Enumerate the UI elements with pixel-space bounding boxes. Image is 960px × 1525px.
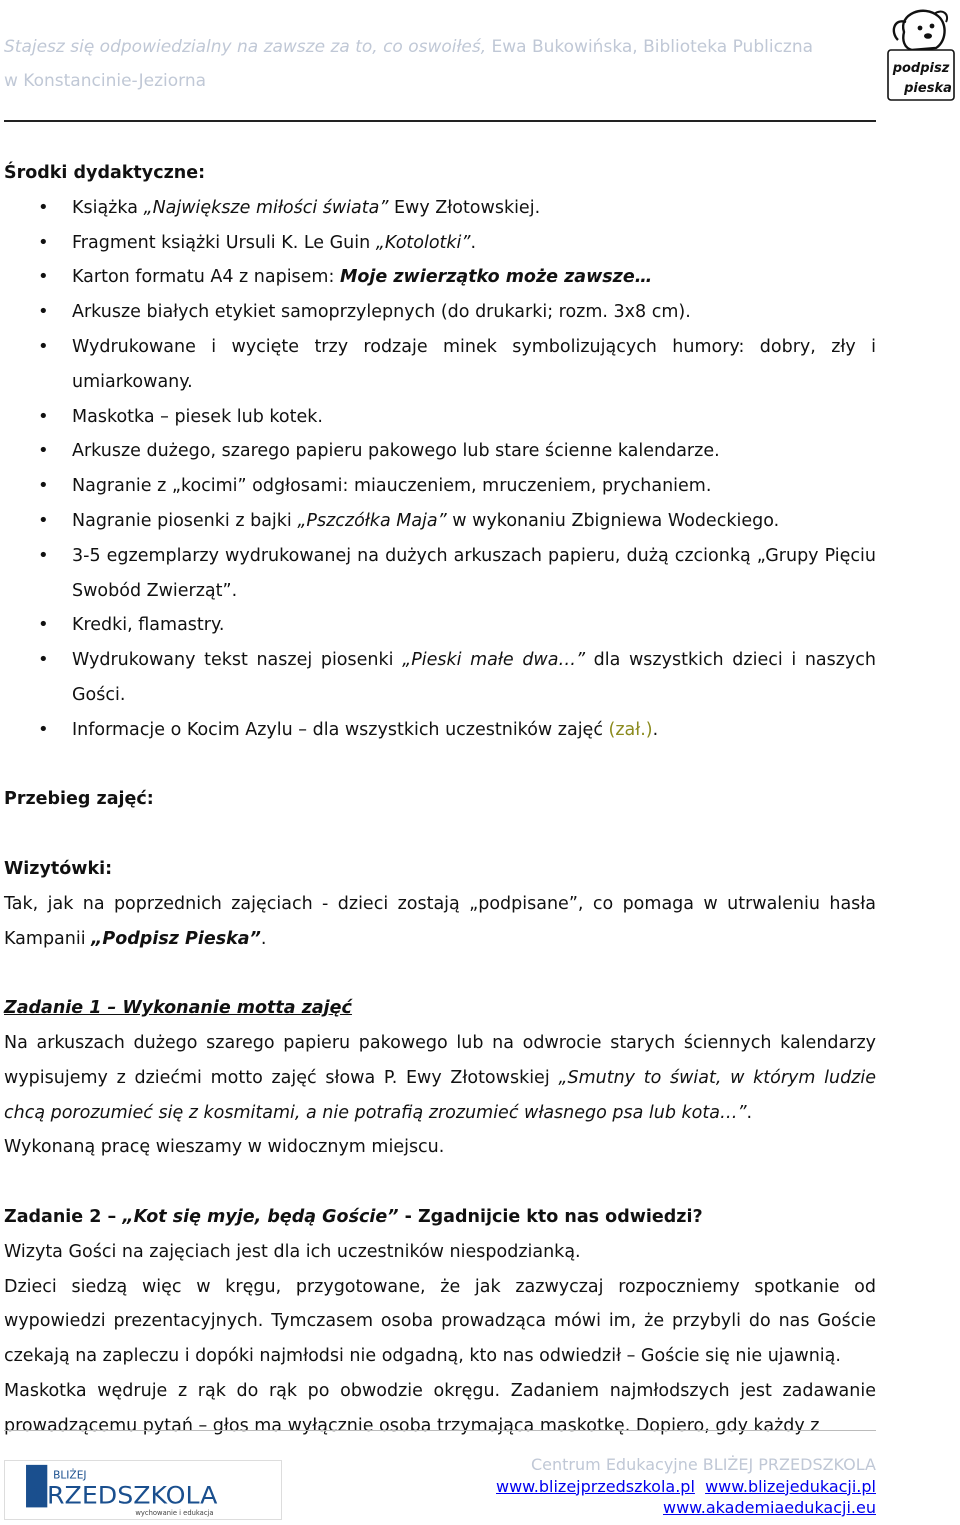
wizytowki-heading: Wizytówki: [4, 858, 113, 879]
logo-tagline: wychowanie i edukacja [135, 1509, 214, 1518]
footer-links-row [496, 1476, 876, 1498]
task1-heading: Zadanie 1 – Wykonanie motta zajęć [4, 998, 352, 1019]
campaign-name: „Podpisz Pieska” [91, 928, 261, 949]
page-header [4, 30, 876, 98]
logo-przedszkola: PRZEDSZKOLA [31, 1481, 218, 1510]
logo-text-podpisz: podpisz [892, 61, 950, 76]
task2-paragraph-3: Maskotka wędruje z rąk do rąk po obwodzie okręgu. Zadaniem najmłodszych jest zadawanie prowadzącemu pytań – głos ma wyłącznie osoba trzymająca maskotkę. Dopiero, gdy każdy z [4, 1380, 876, 1436]
list-item: • Maskotka – piesek lub kotek. [4, 400, 876, 435]
song-title: „Pieski małe dwa…” [402, 650, 586, 671]
link-blizejprzedszkola[interactable]: www.blizejprzedszkola.pl [496, 1476, 695, 1496]
header-divider [4, 120, 876, 122]
link-akademiaedukacji[interactable]: www.akademiaedukacji.eu [663, 1498, 876, 1517]
logo-text-pieska: pieska [904, 81, 952, 96]
list-item: • Fragment książki Ursuli K. Le Guin „Kotolotki”. [4, 226, 876, 261]
footer-divider [4, 1430, 876, 1431]
card-caption: Moje zwierzątko może zawsze… [339, 267, 653, 288]
materials-heading: Środki dydaktyczne: [4, 163, 206, 183]
book-title: „Największe miłości świata” [143, 197, 389, 218]
list-item: • Arkusze białych etykiet samoprzylepnych (do drukarki; rozm. 3x8 cm). [4, 295, 876, 330]
header-citation-rest: Ewa Bukowińska, Biblioteka Publiczna [486, 37, 814, 57]
materials-list [4, 191, 876, 748]
link-blizejedukacji[interactable]: www.blizejedukacji.pl [705, 1476, 876, 1496]
wizytowki-paragraph: Tak, jak na poprzednich zajęciach - dzieci zostają „podpisane”, co pomaga w utrwaleniu hasła Kampanii „Podpisz Pieska”. [4, 893, 876, 949]
list-item: • Książka „Największe miłości świata” Ewy Złotowskiej. [4, 191, 876, 226]
task2-paragraph-2: Dzieci siedzą więc w kręgu, przygotowane, że jak zazwyczaj rozpoczniemy spotkanie od wypowiedzi prezentacyjnych. Tymczasem osoba prowadząca mówi im, że przybyli do nas Goście czekają na zapleczu i dopóki najmłodsi nie odgadną, kto nas odwiedził – Goście się nie ujawnią. [4, 1276, 876, 1367]
center-name: Centrum Edukacyjne BLIŻEJ PRZEDSZKOLA [531, 1455, 876, 1474]
header-citation-title: Stajesz się odpowiedzialny na zawsze za to, co oswoiłeś, [4, 37, 487, 57]
task2-paragraph-1: Wizyta Gości na zajęciach jest dla ich uczestników niespodzianką. [4, 1241, 581, 1262]
course-heading: Przebieg zajęć: [4, 789, 154, 810]
blizej-przedszkola-logo [4, 1460, 282, 1520]
attachment-reference: (zał.) [608, 719, 653, 740]
list-item: • Kredki, flamastry. [4, 608, 876, 643]
list-item: • Informacje o Kocim Azylu – dla wszystkich uczestników zajęć (zał.). [4, 713, 876, 748]
task2-heading: Zadanie 2 – „Kot się myje, będą Goście” - Zgadnijcie kto nas odwiedzi? [4, 1206, 703, 1227]
list-item: • 3-5 egzemplarzy wydrukowanej na dużych arkuszach papieru, dużą czcionką „Grupy Pięciu Swobód Zwierząt”. [4, 539, 876, 609]
book-title: „Kotolotki” [375, 232, 471, 253]
podpisz-pieska-logo [884, 2, 958, 104]
task1-paragraph-2: Wykonaną pracę wieszamy w widocznym miejscu. [4, 1137, 445, 1158]
header-line-2: w Konstancinie-Jeziorna [4, 71, 207, 91]
list-item: • Nagranie piosenki z bajki „Pszczółka Maja” w wykonaniu Zbigniewa Wodeckiego. [4, 504, 876, 539]
header-line-1 [4, 30, 876, 64]
motto-quote: „Smutny to świat, w którym ludzie chcą porozumieć się z kosmitami, a nie potrafią zrozumieć własnego psa lub kota…” [4, 1067, 877, 1123]
list-item: • Wydrukowany tekst naszej piosenki „Pieski małe dwa…” dla wszystkich dzieci i naszych Gości. [4, 643, 876, 713]
footer-contact [496, 1454, 876, 1519]
list-item: • Arkusze dużego, szarego papieru pakowego lub stare ścienne kalendarze. [4, 434, 876, 469]
logo-blizej: BLIŻEJ [53, 1468, 87, 1482]
song-title: „Pszczółka Maja” [297, 510, 447, 531]
list-item: • Nagranie z „kocimi” odgłosami: miauczeniem, mruczeniem, prychaniem. [4, 469, 876, 504]
task1-paragraph: Na arkuszach dużego szarego papieru pakowego lub na odwrocie starych ściennych kalendarzy wypisujemy z dziećmi motto zajęć słowa P. Ewy Złotowskiej „Smutny to świat, w którym ludzie chcą porozumieć się z kosmitami, a nie potrafią zrozumieć własnego psa lub kota…”. [4, 1032, 877, 1123]
list-item: • Karton formatu A4 z napisem: Moje zwierzątko może zawsze… [4, 260, 876, 295]
list-item: • Wydrukowane i wycięte trzy rodzaje minek symbolizujących humory: dobry, zły i umiarkowany. [4, 330, 876, 400]
document-body [4, 156, 876, 1443]
